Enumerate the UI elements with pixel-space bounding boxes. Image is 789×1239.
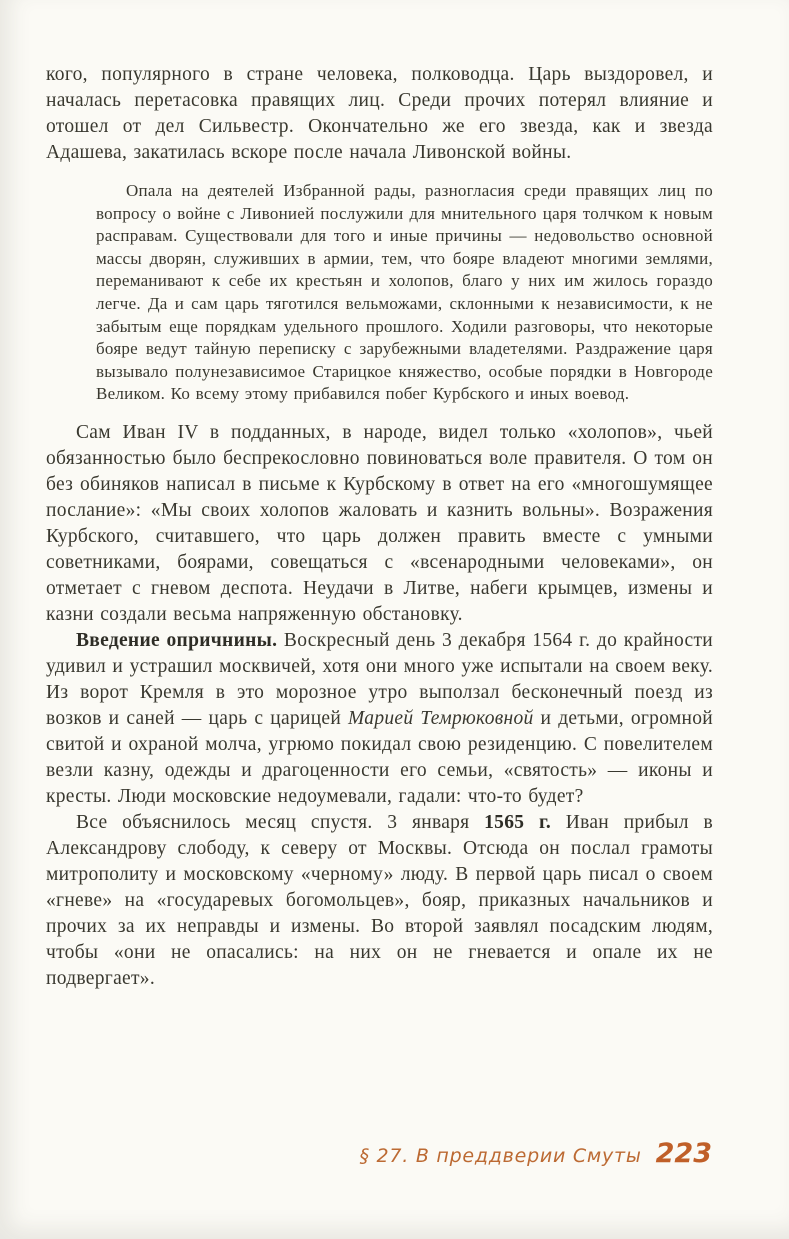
footer-page-number: 223 (655, 1138, 712, 1169)
text-run: кого, популярного в стране человека, полководца. Царь выздоровел, и началась перетасовка правящих лиц. Среди прочих потерял влияние и отошел от дел Сильвестр. Окончательно же его звезда, как и звезда Адашева, закатилась вскоре после начала Ливонской войны. (46, 64, 713, 163)
italic-run: Марией Темрюковной (348, 707, 534, 729)
bold-run: Введение опричнины. (76, 629, 284, 651)
page-content (46, 62, 713, 992)
body-paragraph (46, 420, 713, 628)
text-run: Все объяснилось месяц спустя. 3 января (76, 811, 485, 833)
petit-paragraph (96, 180, 713, 406)
page-footer (359, 1138, 712, 1169)
body-paragraph (46, 810, 713, 992)
body-paragraph (46, 628, 713, 810)
footer-section-title: § 27. В преддверии Смуты (359, 1145, 642, 1167)
text-run: Воскресный день 3 декабря 1564 г. до крайности удивил и устрашил москвичей, хотя они много уже испытали на своем веку. Из ворот Кремля в это морозное утро выползал бесконечный поезд из возков и саней — царь с царицей (46, 629, 714, 729)
text-run: Сам Иван IV в подданных, в народе, видел только «холопов», чьей обязанностью было беспрекословно повиноваться воле правителя. О том он без обиняков написал в письме к Курбскому в ответ на его «многошумящее послание»: «Мы своих холопов жаловать и казнить вольны». Возражения Курбского, считавшего, что царь должен править вместе с умными советниками, боярами, совещаться с «всенародными человеками», он отметает с гневом деспота. Неудачи в Литве, набеги крымцев, измены и казни создали весьма напряженную обстановку. (46, 421, 713, 625)
body-paragraph (46, 62, 713, 166)
text-run: Иван прибыл в Александрову слободу, к северу от Москвы. Отсюда он послал грамоты митрополиту и московскому «черному» люду. В первой царь писал о своем «гневе» на «государевых богомольцев», бояр, приказных начальников и прочих за их неправды и измены. Во второй заявлял посадским людям, чтобы «они не опасались: на них он не гневается и опале их не подвергает». (46, 811, 714, 989)
text-run: Опала на деятелей Избранной рады, разногласия среди правящих лиц по вопросу о войне с Ливонией послужили для мнительного царя толчком к новым расправам. Существовали для того и иные причины — недовольство основной массы дворян, служивших в армии, тем, что бояре владеют многими землями, переманивают к себе их крестьян и холопов, благо у них им жилось гораздо легче. Да и сам царь тяготился вельможами, склонными к независимости, к не забытым еще порядкам удельного прошлого. Ходили разговоры, что некоторые бояре ведут тайную переписку с зарубежными владетелями. Раздражение царя вызывало полунезависимое Старицкое княжество, особые порядки в Новгороде Великом. Ко всему этому прибавился побег Курбского и иных воевод. (96, 181, 713, 404)
bold-run: 1565 г. (484, 811, 552, 833)
text-run: и детьми, огромной свитой и охраной молча, угрюмо покидал свою резиденцию. С повелителем везли казну, одежды и драгоценности его семьи, «святость» — иконы и кресты. Люди московские недоумевали, гадали: что-то будет? (46, 707, 713, 807)
